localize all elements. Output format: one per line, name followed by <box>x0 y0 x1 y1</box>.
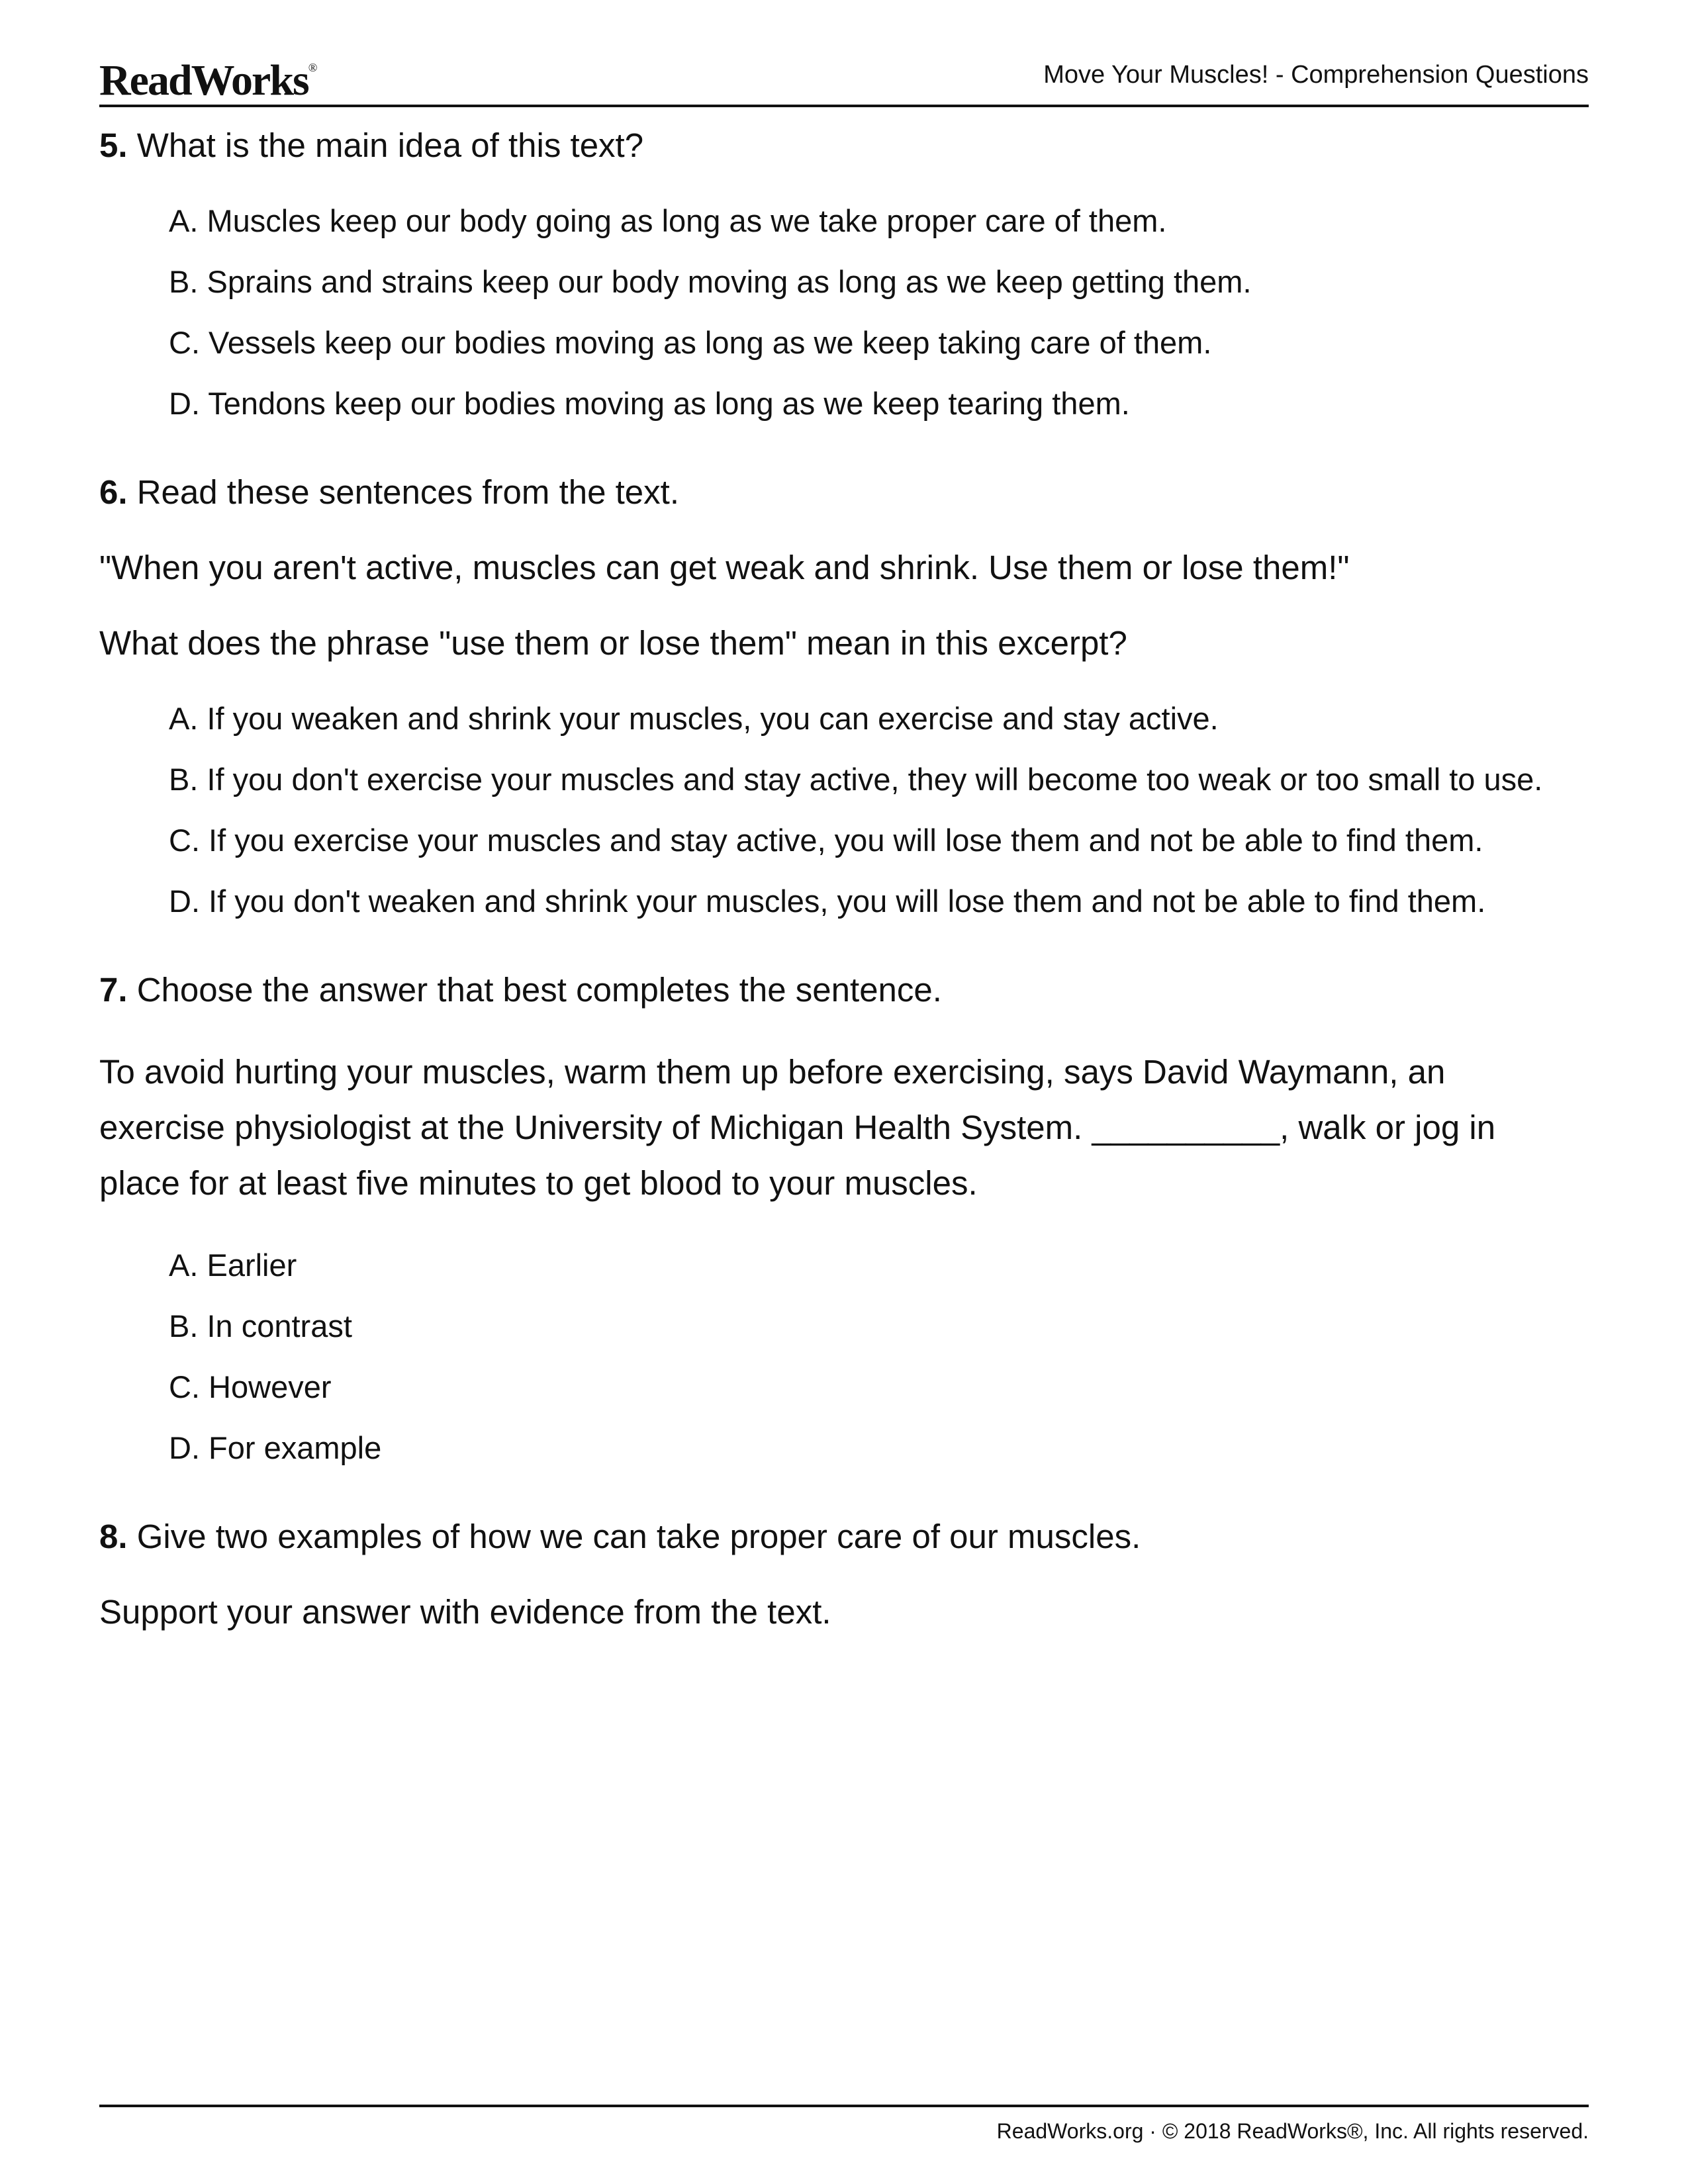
copyright-text: ReadWorks.org · © 2018 ReadWorks®, Inc. All rights reserved. <box>996 2119 1589 2143</box>
document-title: Move Your Muscles! - Comprehension Questions <box>1043 61 1589 89</box>
answer-option[interactable]: D. For example <box>169 1430 382 1465</box>
question-7-passage: To avoid hurting your muscles, warm them up before exercising, says David Waymann, an exercise physiologist at the University of Michigan Health System. __________, walk or jog in place for at least five minutes to get blood to your muscles. <box>99 1053 1496 1202</box>
answer-option[interactable]: B. If you don't exercise your muscles and stay active, they will become too weak or too small to use. <box>169 762 1543 797</box>
question-number: 7. <box>99 971 128 1009</box>
questions-content <box>99 124 1556 1666</box>
question-5-options <box>99 200 1556 425</box>
page-footer <box>99 2105 1589 2143</box>
answer-option[interactable]: B. In contrast <box>169 1308 352 1343</box>
question-8-prompt <box>99 1516 1556 1558</box>
question-number: 8. <box>99 1518 128 1555</box>
question-8-followup: Support your answer with evidence from the text. <box>99 1593 831 1631</box>
question-6-excerpt: "When you aren't active, muscles can get weak and shrink. Use them or lose them!" <box>99 549 1350 586</box>
answer-option[interactable]: B. Sprains and strains keep our body moving as long as we keep getting them. <box>169 264 1252 299</box>
page-header <box>99 53 1589 107</box>
question-7-options <box>99 1244 1556 1469</box>
answer-option[interactable]: C. If you exercise your muscles and stay active, you will lose them and not be able to find them. <box>169 823 1483 858</box>
question-text: Choose the answer that best completes the sentence. <box>136 971 942 1009</box>
question-6-prompt <box>99 471 1556 514</box>
question-6-followup: What does the phrase "use them or lose them" mean in this excerpt? <box>99 624 1127 662</box>
question-text: Read these sentences from the text. <box>136 473 680 511</box>
answer-option[interactable]: A. Earlier <box>169 1248 297 1283</box>
answer-option[interactable]: C. However <box>169 1369 332 1404</box>
question-text: Give two examples of how we can take proper care of our muscles. <box>136 1518 1141 1555</box>
question-6-options <box>99 698 1556 923</box>
readworks-logo <box>99 56 316 106</box>
question-number: 5. <box>99 126 128 164</box>
answer-option[interactable]: D. If you don't weaken and shrink your muscles, you will lose them and not be able to find them. <box>169 884 1486 919</box>
question-5-prompt <box>99 124 1556 167</box>
logo-registered-mark: ® <box>308 61 316 74</box>
question-number: 6. <box>99 473 128 511</box>
answer-option[interactable]: C. Vessels keep our bodies moving as long as we keep taking care of them. <box>169 325 1212 360</box>
answer-option[interactable]: A. Muscles keep our body going as long as we take proper care of them. <box>169 203 1167 238</box>
question-7-prompt <box>99 969 1556 1011</box>
answer-option[interactable]: A. If you weaken and shrink your muscles, you can exercise and stay active. <box>169 701 1219 736</box>
answer-option[interactable]: D. Tendons keep our bodies moving as long as we keep tearing them. <box>169 386 1130 421</box>
question-text: What is the main idea of this text? <box>136 126 644 164</box>
logo-text: ReadWorks <box>99 56 308 105</box>
